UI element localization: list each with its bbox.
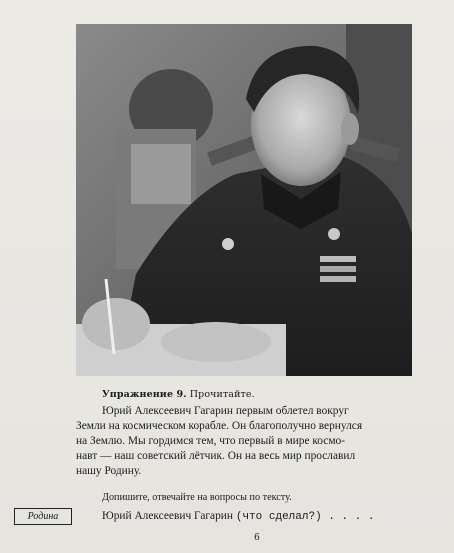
exercise-label: Упражнение 9. [102, 389, 187, 400]
text-line: Земли на космическом корабле. Он благополучно вернулся [76, 420, 363, 432]
exercise-text [76, 404, 412, 479]
page-number: 6 [254, 533, 260, 543]
gagarin-photo [76, 24, 412, 376]
text-line: на Землю. Мы гордимся тем, что первый в мире космо- [76, 435, 346, 447]
text-line: навт — наш советский лётчик. Он на весь мир прославил [76, 450, 356, 462]
vocab-word-box: Родина [14, 508, 72, 525]
sentence-question: (что сделал?) . . . . [235, 511, 375, 523]
text-line: нашу Родину. [76, 465, 142, 477]
sentence-start: Юрий Алексеевич Гагарин [102, 510, 233, 522]
exercise-instruction: Прочитайте. [189, 389, 255, 400]
text-line: Юрий Алексеевич Гагарин первым облетел вокруг [102, 405, 349, 417]
task-instruction: Допишите, отвечайте на вопросы по тексту. [102, 492, 292, 503]
task-sentence [102, 510, 374, 523]
exercise-caption [102, 389, 255, 400]
